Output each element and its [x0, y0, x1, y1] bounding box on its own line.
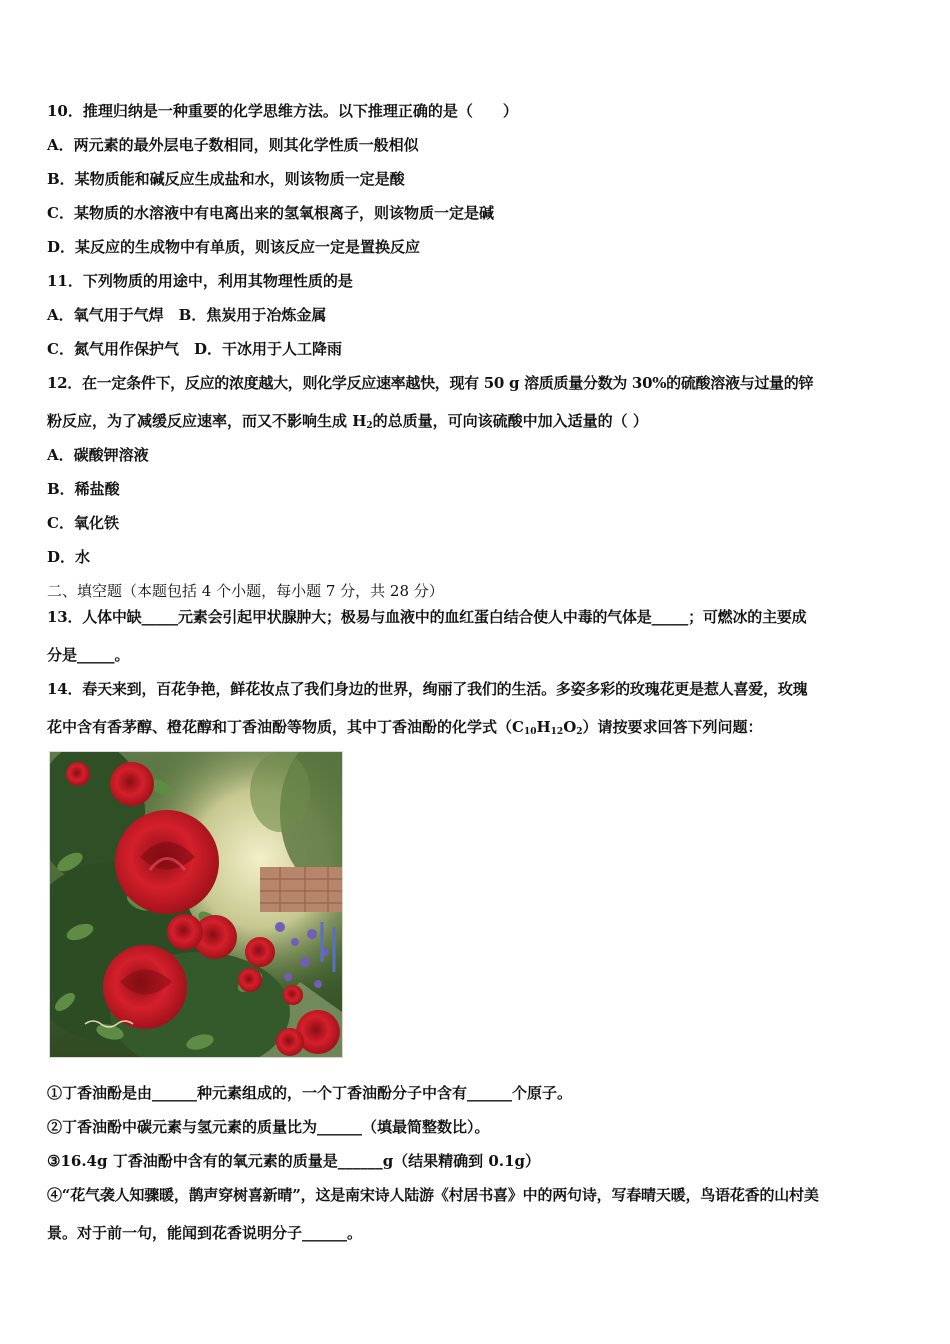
question-14-sub-3: ③16.4g 丁香油酚中含有的氧元素的质量是______g（结果精确到 0.1g）	[47, 1152, 540, 1170]
stem-text: 粉反应，为了减缓反应速率，而又不影响生成 H	[47, 412, 367, 430]
question-12-option-d: D．水	[47, 548, 91, 566]
question-14-sub-4-line1: ④“花气袭人知骤暖，鹊声穿树喜新晴”，这是南宋诗人陆游《村居书喜》中的两句诗，写春晴天暖，鸟语花香的山村美	[47, 1186, 819, 1204]
question-14-line2	[47, 717, 763, 737]
question-12-option-a: A．碳酸钾溶液	[47, 446, 149, 464]
question-10-option-a: A．两元素的最外层电子数相同，则其化学性质一般相似	[47, 136, 419, 154]
question-12-stem-line2	[47, 411, 648, 431]
question-12-option-c: C．氧化铁	[47, 514, 119, 532]
subscript: 12	[550, 727, 564, 737]
question-10-option-d: D．某反应的生成物中有单质，则该反应一定是置换反应	[47, 238, 421, 256]
question-13-line1: 13．人体中缺_____元素会引起甲状腺肿大；极易与血液中的血红蛋白结合使人中毒的气体是_____；可燃冰的主要成	[47, 608, 807, 626]
subscript: 2	[366, 421, 373, 431]
rose-garden-image	[49, 751, 343, 1058]
stem-text: 花中含有香茅醇、橙花醇和丁香油酚等物质，其中丁香油酚的化学式（C	[47, 718, 524, 736]
question-12-stem-line1: 12．在一定条件下，反应的浓度越大，则化学反应速率越快，现有 50 g 溶质质量分数为 30%的硫酸溶液与过量的锌	[47, 374, 814, 392]
question-11-options-ab: A．氧气用于气焊 B．焦炭用于冶炼金属	[47, 306, 327, 324]
question-12-option-b: B．稀盐酸	[47, 480, 120, 498]
stem-text: ）请按要求回答下列问题：	[582, 718, 763, 736]
question-14-sub-4-line2: 景。对于前一句，能闻到花香说明分子______。	[47, 1224, 363, 1242]
question-10-stem: 10．推理归纳是一种重要的化学思维方法。以下推理正确的是（ ）	[47, 102, 518, 120]
question-13-line2: 分是_____。	[47, 646, 130, 664]
question-14-sub-2: ②丁香油酚中碳元素与氢元素的质量比为______（填最简整数比）。	[47, 1118, 490, 1136]
section-2-title: 二、填空题（本题包括 4 个小题，每小题 7 分，共 28 分）	[47, 582, 444, 600]
question-10-option-b: B．某物质能和碱反应生成盐和水，则该物质一定是酸	[47, 170, 405, 188]
question-10-option-c: C．某物质的水溶液中有电离出来的氢氧根离子，则该物质一定是碱	[47, 204, 494, 222]
formula-text: H	[536, 718, 551, 736]
subscript: 10	[523, 727, 537, 737]
question-11-stem: 11．下列物质的用途中，利用其物理性质的是	[47, 272, 353, 290]
question-11-options-cd: C．氮气用作保护气 D．干冰用于人工降雨	[47, 340, 342, 358]
subscript: 2	[576, 727, 583, 737]
formula-text: O	[563, 718, 577, 736]
question-14-sub-1: ①丁香油酚是由______种元素组成的，一个丁香油酚分子中含有______个原子。	[47, 1084, 573, 1102]
stem-text: 的总质量，可向该硫酸中加入适量的（ ）	[372, 412, 648, 430]
question-14-line1: 14．春天来到，百花争艳，鲜花妆点了我们身边的世界，绚丽了我们的生活。多姿多彩的玫瑰花更是惹人喜爱，玫瑰	[47, 680, 808, 698]
